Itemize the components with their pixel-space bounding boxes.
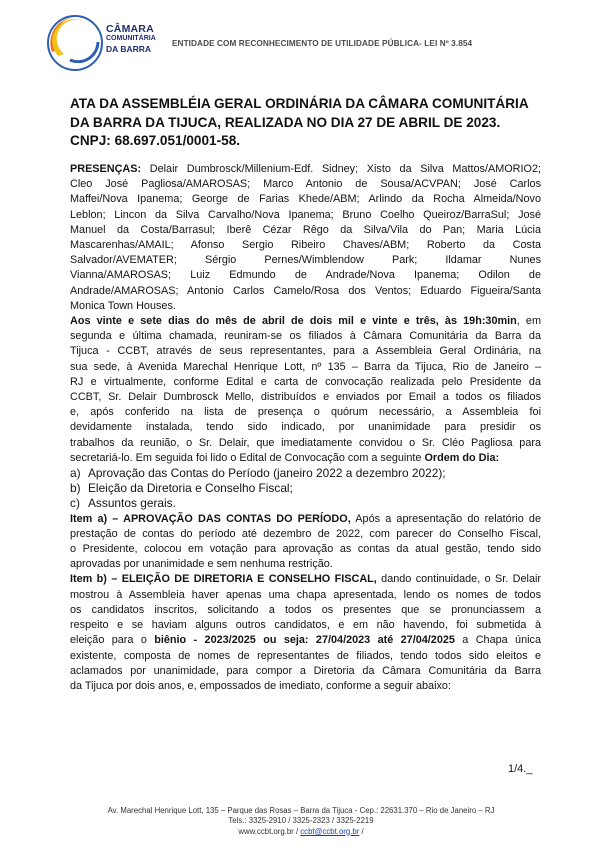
page-number: 1/4._	[508, 763, 533, 775]
separator: /	[293, 826, 301, 836]
agenda-item	[70, 481, 541, 496]
text-span: eleição para o	[70, 634, 155, 647]
document-title	[70, 95, 550, 151]
opening-paragraph	[70, 314, 541, 466]
agenda-key: a)	[70, 466, 81, 481]
item-a-heading: Item a) – APROVAÇÃO DAS CONTAS DO PERÍODO,	[70, 512, 351, 525]
text-line: Tijuca - CCBT, através de seus representantes, para a Assembleia Geral Ordinária, na	[70, 345, 541, 358]
bienio-period: biênio - 2023/2025 ou seja: 27/04/2023 até 27/04/2025	[154, 634, 455, 647]
text-line: Manuel da Costa/Barrasul; Iberê Cézar Rêgo da Silva/Vila do Pan; Maria Lúcia	[70, 223, 541, 236]
title-line: DA BARRA DA TIJUCA, REALIZADA NO DIA 27 DE ABRIL DE 2023.	[70, 114, 501, 130]
text-line: os candidatos inscritos, solicitando a todos os presentes que se pronunciassem a	[70, 603, 541, 616]
agenda-item	[70, 466, 541, 481]
agenda-key: c)	[70, 496, 80, 511]
text-line: Maffei/Nova Ipanema; George de Farias Khede/ABM; Arlindo da Rocha Almeida/Novo	[70, 193, 541, 206]
text-line	[70, 162, 541, 177]
letterhead	[44, 10, 584, 76]
logo-line: COMUNITÁRIA	[106, 35, 156, 42]
title-line: CNPJ: 68.697.051/0001-58.	[70, 133, 241, 148]
agenda-text: Aprovação das Contas do Período (janeiro 2022 a dezembro 2022);	[88, 466, 446, 481]
text-line: da Tijuca por dois anos, e, empossados de imediato, conforme a seguir abaixo:	[70, 679, 451, 692]
text-line: e, após conferido na lista de presença o quórum necessário, a Assembleia foi	[70, 406, 541, 419]
item-a-paragraph	[70, 512, 541, 573]
text-line: Salvador/AVEMATER; Sérgio Pernes/Wimblendow Park; Ildamar Nunes	[70, 254, 541, 267]
text-line: respeito e se haviam alguns outros candidatos, e em não havendo, foi submetida à	[70, 619, 541, 632]
text-line	[70, 512, 541, 527]
text-span: Após a apresentação do relatório de	[350, 512, 541, 525]
agenda-item	[70, 496, 541, 511]
text-line: existente, composta de nomes de representantes de filiados, tendo todos sido eleitos e	[70, 649, 541, 662]
text-line: CCBT, Sr. Delair Dumbrosck Mello, distribuídos e enviados por Email a todos os filiados	[70, 391, 541, 404]
text-line: RJ e virtualmente, conforme Edital e carta de convocação realizada pelo Presidente da	[70, 375, 541, 388]
text-line: prestação de contas do período até dezembro de 2022, com parecer do Conselho Fiscal,	[70, 527, 541, 540]
text-span: a Chapa única	[454, 634, 541, 647]
minutes-body	[70, 162, 541, 694]
agenda-text: Eleição da Diretoria e Conselho Fiscal;	[88, 481, 293, 496]
text-line: aclamados por unanimidade, para compor a Diretoria da Câmara Comunitária da Barra	[70, 664, 541, 677]
text-line: o Presidente, colocou em votação para aprovação as contas da atual gestão, tendo sido	[70, 543, 541, 556]
text-line: Leblon; Lincon da Silva Carvalho/Nova Ipanema; Bruno Coelho Queiroz/BarraSul; José	[70, 208, 541, 221]
item-b-heading: Item b) – ELEIÇÃO DE DIRETORIA E CONSELHO FISCAL,	[70, 573, 377, 586]
title-line: ATA DA ASSEMBLÉIA GERAL ORDINÁRIA DA CÂMARA COMUNITÁRIA	[70, 96, 529, 111]
text-line: trabalhos da reunião, o Sr. Delair, que imediatamente convidou o Sr. Cléo Pagliosa para	[70, 436, 541, 449]
text-line	[70, 314, 541, 329]
footer	[0, 806, 602, 837]
text-line: Vianna/AMAROSAS; Luiz Edmundo de Andrade/Nova Ipanema; Odilon de	[70, 269, 541, 282]
website-link[interactable]: www.ccbt.org.br	[238, 826, 294, 836]
text-line: segunda e última chamada, reuniram-se os filiados à Câmara Comunitária da Barra da	[70, 330, 541, 343]
text-line	[70, 451, 541, 466]
text-line	[70, 633, 541, 648]
text-line	[70, 572, 541, 587]
presencas-paragraph	[70, 162, 541, 314]
text-line: mostrou à Assembleia haver apenas uma chapa apresentada, lendo os nomes de todos	[70, 588, 541, 601]
opening-date: Aos vinte e sete dias do mês de abril de dois mil e vinte e três, às 19h:30min	[70, 315, 517, 328]
text-span: Delair Dumbrosck/Millenium-Edf. Sidney; Xisto da Silva Mattos/AMORIO2;	[141, 163, 541, 175]
text-line: sua sede, à Avenida Marechal Henrique Lott, nº 135 – Barra da Tijuca, Rio de Janeiro –	[70, 360, 541, 373]
separator: /	[359, 826, 364, 836]
text-line: Cleo José Pagliosa/AMAROSAS; Marco Antonio de Sousa/ACVPAN; José Carlos	[70, 178, 541, 191]
text-line: Mascarenhas/AMAIL; Afonso Sergio Ribeiro Chaves/ABM; Roberto da Costa	[70, 239, 541, 252]
agenda-list	[70, 466, 541, 512]
text-span: dando continuidade, o Sr. Delair	[376, 573, 541, 586]
text-line: devidamente instalada, tendo sido indicado, por unanimidade para presidir os	[70, 421, 541, 434]
footer-phones: Tels.: 3325-2910 / 3325-2323 / 3325-2219	[228, 816, 374, 826]
agenda-key: b)	[70, 481, 81, 496]
item-b-paragraph	[70, 572, 541, 694]
ordem-do-dia-label: Ordem do Dia:	[424, 451, 500, 464]
agenda-text: Assuntos gerais.	[88, 496, 176, 511]
email-link[interactable]: ccbt@ccbt.org.br	[300, 826, 360, 836]
presencas-label: PRESENÇAS:	[70, 163, 142, 175]
camara-logo-icon	[44, 12, 106, 74]
text-span: secretariá-lo. Em seguida foi lido o Edital de Convocação com a seguinte	[70, 451, 425, 464]
logo-text	[106, 24, 156, 54]
footer-address: Av. Marechal Henrique Lott, 135 – Parque das Rosas – Barra da Tijuca - Cep.: 22631.370 – Rio de Janeiro – RJ	[107, 806, 495, 815]
footer-contacts	[0, 827, 602, 837]
entity-recognition: ENTIDADE COM RECONHECIMENTO DE UTILIDADE PÚBLICA- LEI Nº 3.854	[172, 39, 473, 48]
text-line: aprovadas por unanimidade e sem nenhuma restrição.	[70, 558, 333, 571]
text-line: Monica Town Houses.	[70, 299, 176, 312]
text-line: Andrade/AMAROSAS; Antonio Carlos Camelo/Rosa dos Ventos; Eduardo Figueira/Santa	[70, 284, 541, 297]
text-span: , em	[516, 315, 541, 328]
logo-line: CÂMARA	[106, 23, 154, 35]
logo-line: DA BARRA	[106, 44, 152, 54]
